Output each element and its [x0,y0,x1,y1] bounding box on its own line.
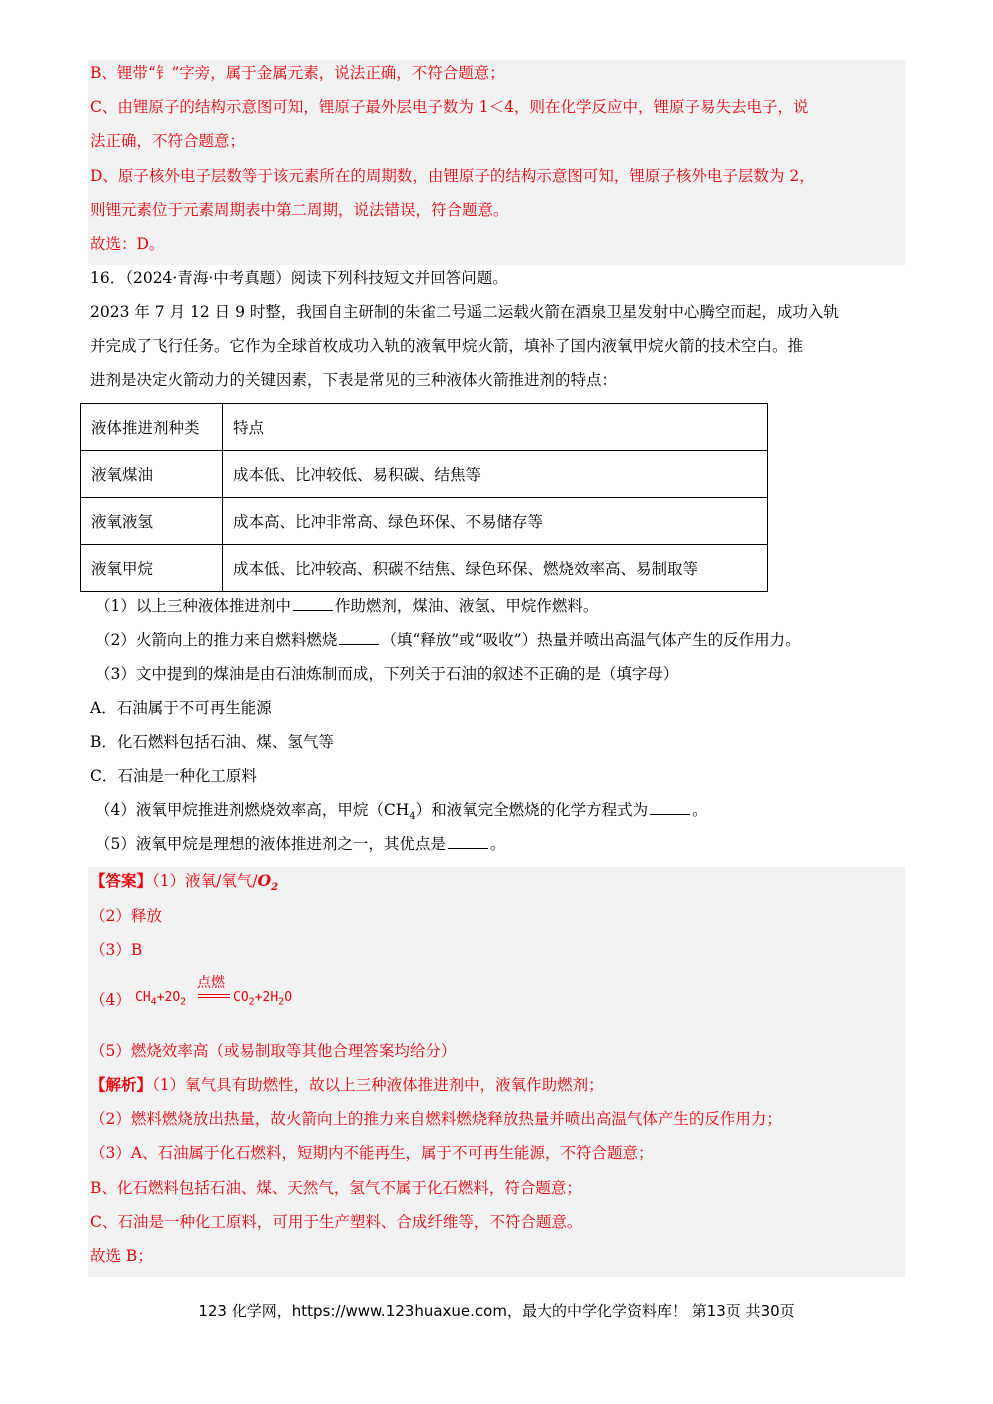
analysis-2: （2）燃料燃烧放出热量，故火箭向上的推力来自燃料燃烧释放热量并喷出高温气体产生的反作用力； [90,1110,782,1128]
sub-question-3: （3）文中提到的煤油是由石油炼制而成，下列关于石油的叙述不正确的是（填字母） [95,665,679,683]
equation-condition: 点燃 [197,975,225,991]
page-footer: 123 化学网，https://www.123huaxue.com，最大的中学化学资料库！ 第13页 共30页 [198,1302,795,1320]
sub-question-4: （4）液氧甲烷推进剂燃烧效率高，甲烷$(CH_4)$和液氧完全燃烧的化学方程式为 。 [95,801,708,823]
table-header-cell: 特点 [223,404,768,451]
answer-4-prefix: （4） [90,991,131,1009]
table-cell: 液氧液氢 [81,498,223,545]
analysis-5: C、石油是一种化工原料，可用于生产塑料、合成纤维等，不符合题意。 [90,1213,583,1231]
methane-formula: $CH_4$ [383,801,416,823]
prev-analysis-c-2: 法正确，不符合题意； [90,132,246,150]
table-header-cell: 液体推进剂种类 [81,404,223,451]
sub-question-1: （1）以上三种液体推进剂中 作助燃剂，煤油、液氢、甲烷作燃料。 [95,597,599,615]
prev-analysis-c-1: C、由锂原子的结构示意图可知，锂原子最外层电子数为 1＜4，则在化学反应中，锂原子易失去电子，说 [90,98,809,116]
analysis-label: 【解析】 [90,1075,153,1094]
passage-line-1: 2023 年 7 月 12 日 9 时整，我国自主研制的朱雀二号遥二运载火箭在酒泉卫星发射中心腾空而起，成功入轨 [90,303,839,321]
answer-blank [339,630,379,645]
prev-analysis-shade [88,60,905,265]
prev-analysis-choice: 故选：D。 [90,235,165,253]
table-cell: 液氧甲烷 [81,545,223,592]
oxygen-formula: $O_2$ [257,871,279,894]
equation-right: $CO_2+2H_2O$ [233,990,293,1008]
option-c: C．石油是一种化工原料 [90,767,257,785]
answer-blank [448,834,488,849]
answer-3: （3）B [90,941,143,959]
analysis-6: 故选 B； [90,1247,153,1265]
prev-analysis-b: B、锂带“钅”字旁，属于金属元素，说法正确，不符合题意； [90,64,505,82]
analysis-1: 【解析】（1）氧气具有助燃性，故以上三种液体推进剂中，液氧作助燃剂； [90,1075,604,1094]
answer-5: （5）燃烧效率高（或易制取等其他合理答案均给分） [90,1042,457,1060]
prev-analysis-d-2: 则锂元素位于元素周期表中第二周期，说法错误，符合题意。 [90,201,509,219]
option-b: B．化石燃料包括石油、煤、氢气等 [90,733,334,751]
prev-analysis-d-1: D、原子核外电子层数等于该元素所在的周期数，由锂原子的结构示意图可知，锂原子核外电子层数为 2， [90,167,815,185]
passage-line-3: 进剂是决定火箭动力的关键因素，下表是常见的三种液体火箭推进剂的特点： [90,371,618,389]
answer-1: 【答案】（1）液氧/氧气$/O_2$ [90,871,279,894]
passage-line-2: 并完成了飞行任务。它作为全球首枚成功入轨的液氧甲烷火箭，填补了国内液氧甲烷火箭的技术空白。推 [90,337,804,355]
answer-blank [650,800,690,815]
question-header: 16．（2024·青海·中考真题）阅读下列科技短文并回答问题。 [90,269,508,287]
table-cell: 成本高、比冲非常高、绿色环保、不易储存等 [223,498,768,545]
table-header-row [81,404,768,451]
table-row [81,545,768,592]
analysis-3: （3）A、石油属于化石燃料，短期内不能再生，属于不可再生能源，不符合题意； [90,1144,654,1162]
table-row [81,451,768,498]
sub-question-5: （5）液氧甲烷是理想的液体推进剂之一，其优点是 。 [95,835,506,853]
equation-equals-sign [198,994,230,998]
table-cell: 成本低、比冲较低、易积碳、结焦等 [223,451,768,498]
answer-label: 【答案】 [90,871,153,890]
propellant-table [80,403,768,592]
table-cell: 液氧煤油 [81,451,223,498]
table-row [81,498,768,545]
equation-left: $CH_4+2O_2$ [135,990,187,1008]
answer-blank [293,596,333,611]
answer-2: （2）释放 [90,907,162,925]
sub-question-2: （2）火箭向上的推力来自燃料燃烧 （填“释放”或“吸收”）热量并喷出高温气体产生的反作用力。 [95,631,801,649]
analysis-4: B、化石燃料包括石油、煤、天然气，氢气不属于化石燃料，符合题意； [90,1179,582,1197]
option-a: A．石油属于不可再生能源 [90,699,272,717]
table-cell: 成本低、比冲较高、积碳不结焦、绿色环保、燃烧效率高、易制取等 [223,545,768,592]
